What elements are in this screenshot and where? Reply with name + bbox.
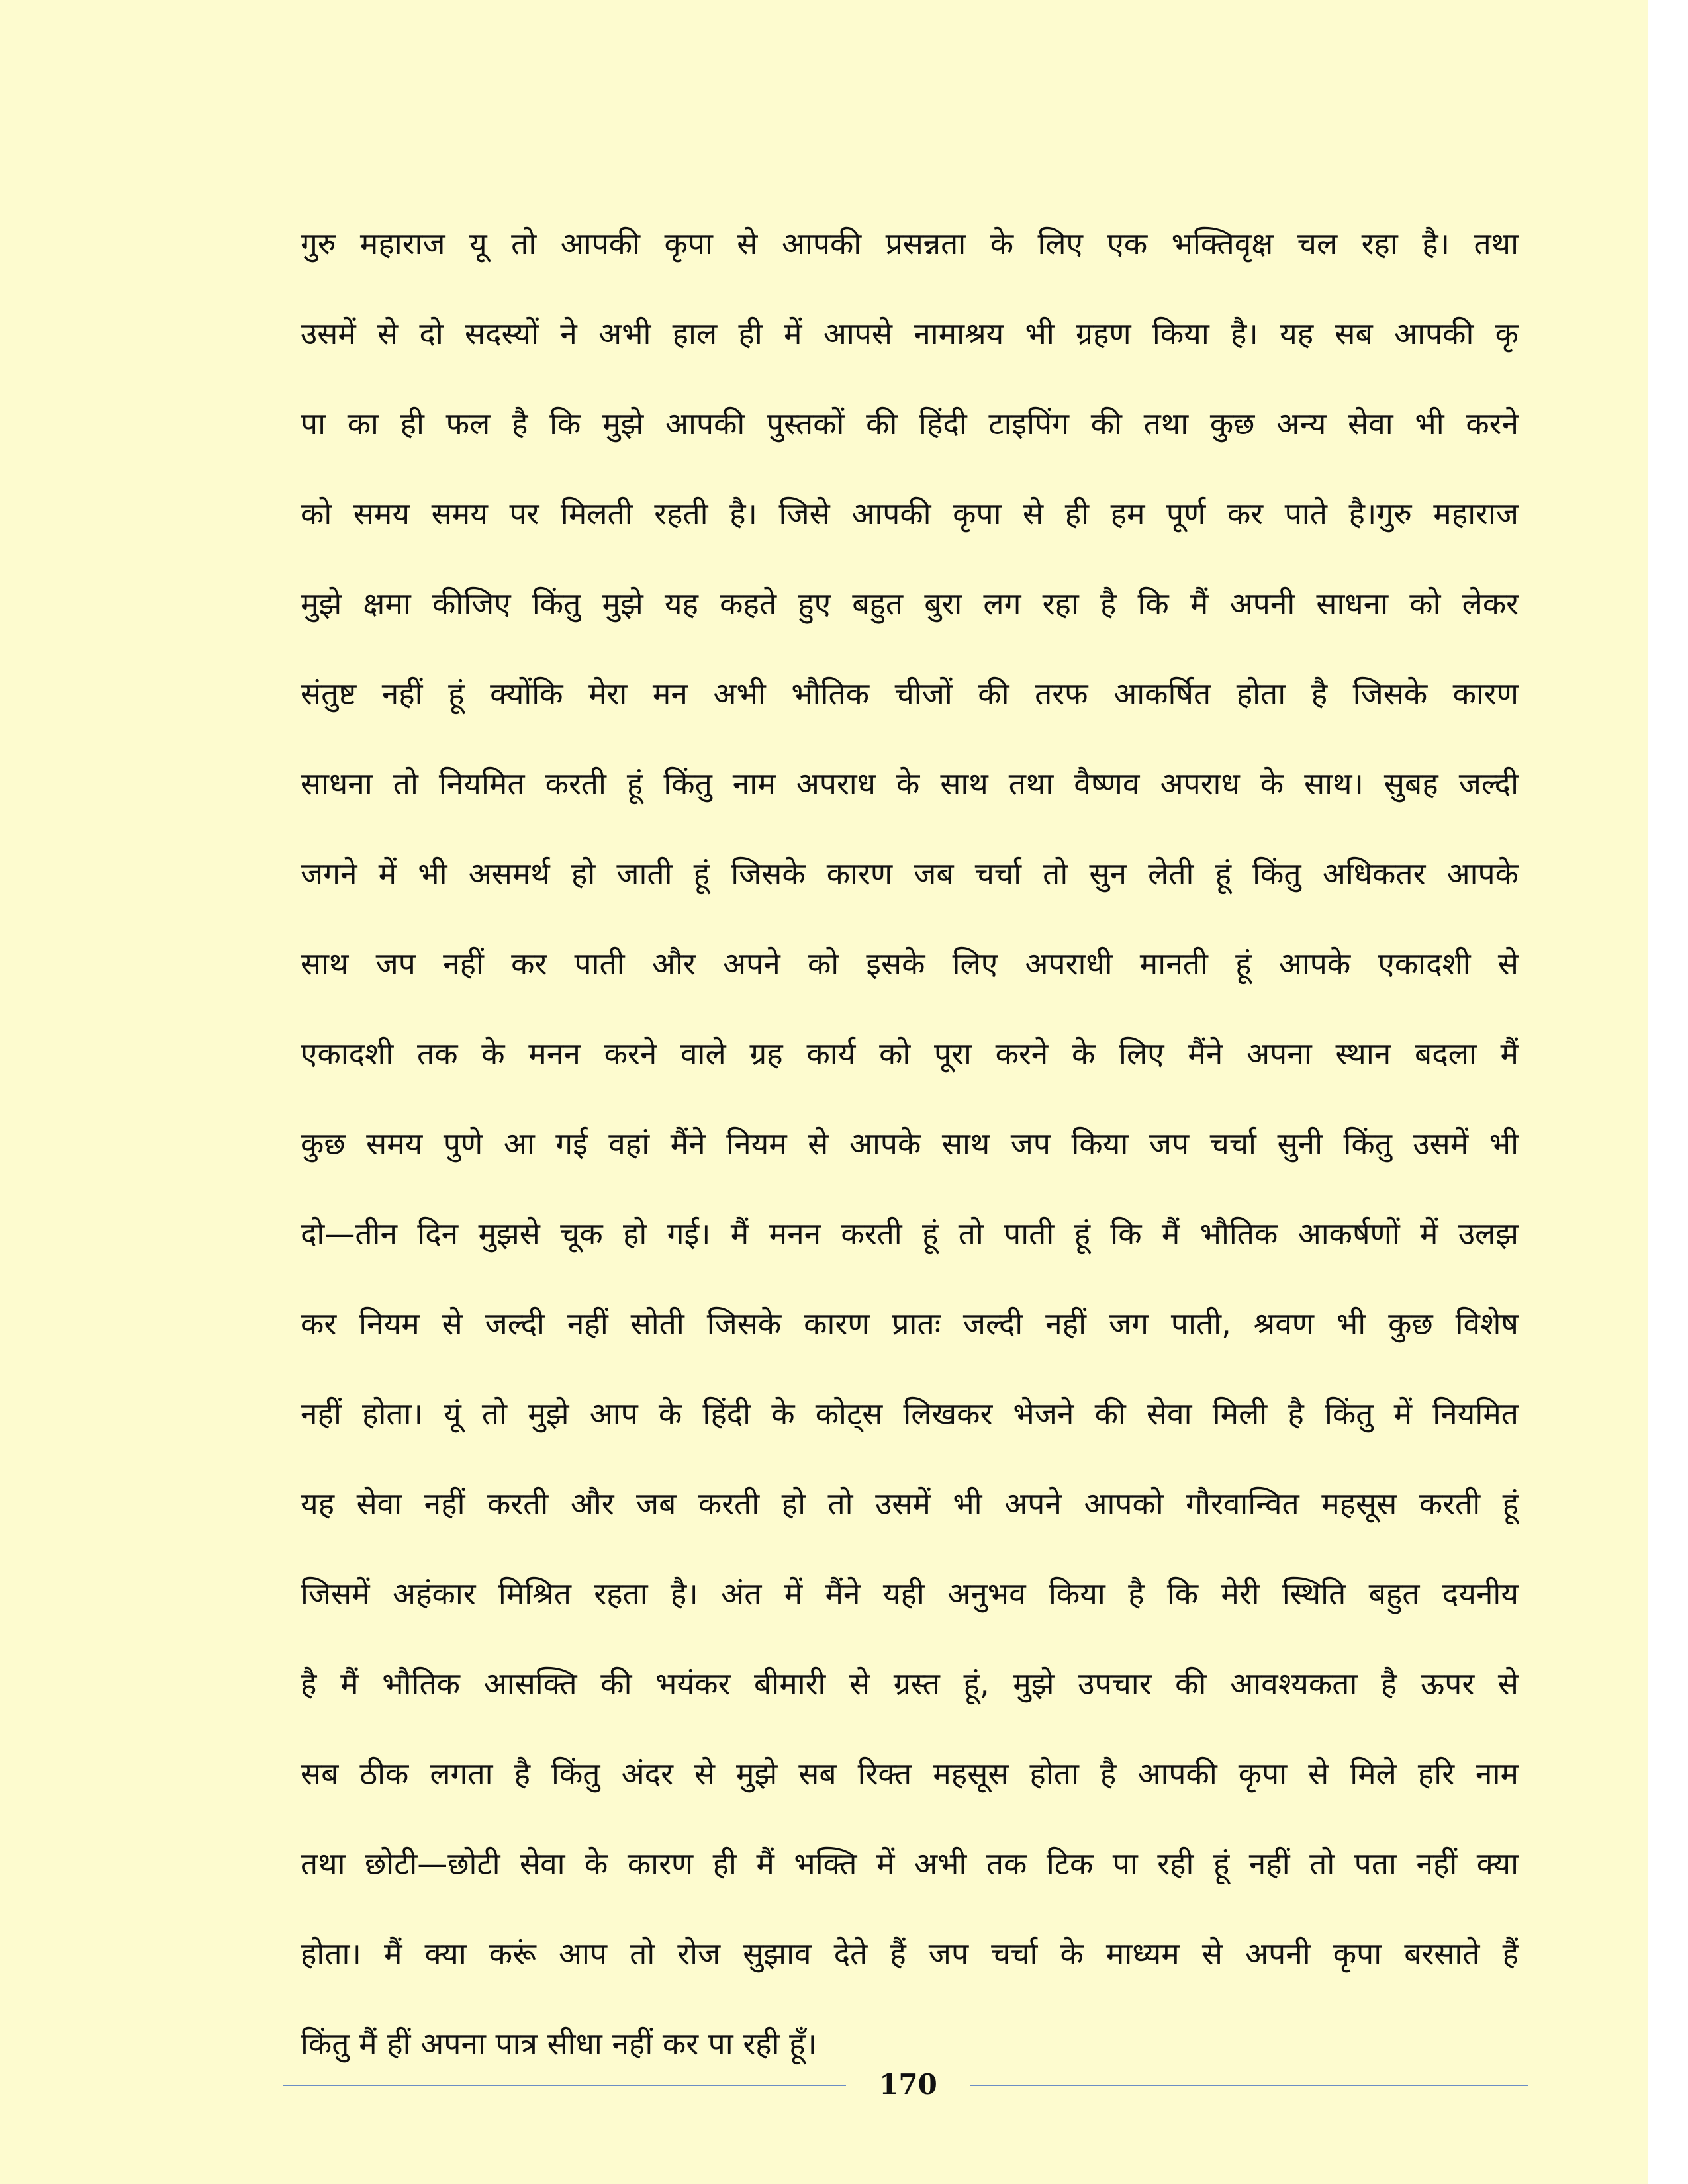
text-line: सब ठीक लगता है किंतु अंदर से मुझे सब रिक्त महसूस होता है आपकी कृपा से मिले हरि नाम <box>301 1756 1519 1792</box>
text-line: जगने में भी असमर्थ हो जाती हूं जिसके कारण जब चर्चा तो सुन लेती हूं किंतु अधिकतर आपके <box>301 856 1519 891</box>
page-number: 170 <box>879 2068 937 2101</box>
footer-rule-right <box>970 2085 1528 2086</box>
text-line: मुझे क्षमा कीजिए किंतु मुझे यह कहते हुए बहुत बुरा लग रहा है कि मैं अपनी साधना को लेकर <box>301 586 1519 621</box>
footer-rule-left <box>283 2085 846 2086</box>
text-line: साधना तो नियमित करती हूं किंतु नाम अपराध के साथ तथा वैष्णव अपराध के साथ। सुबह जल्दी <box>301 766 1519 801</box>
text-line: साथ जप नहीं कर पाती और अपने को इसके लिए अपराधी मानती हूं आपके एकादशी से <box>301 946 1519 981</box>
text-line: नहीं होता। यूं तो मुझे आप के हिंदी के कोट्स लिखकर भेजने की सेवा मिली है किंतु में नियमित <box>301 1396 1519 1432</box>
text-line: संतुष्ट नहीं हूं क्योंकि मेरा मन अभी भौतिक चीजों की तरफ आकर्षित होता है जिसके कारण <box>301 676 1519 711</box>
text-line: है मैं भौतिक आसक्ति की भयंकर बीमारी से ग्रस्त हूं, मुझे उपचार की आवश्यकता है ऊपर से <box>301 1666 1519 1702</box>
text-line: एकादशी तक के मनन करने वाले ग्रह कार्य को पूरा करने के लिए मैंने अपना स्थान बदला मैं <box>301 1036 1519 1071</box>
text-line: होता। मैं क्या करूं आप तो रोज सुझाव देते हैं जप चर्चा के माध्यम से अपनी कृपा बरसाते हैं <box>301 1936 1519 1972</box>
body-paragraph <box>301 199 1519 2089</box>
text-line: पा का ही फल है कि मुझे आपकी पुस्तकों की हिंदी टाइपिंग की तथा कुछ अन्य सेवा भी करने <box>301 406 1519 441</box>
page-footer <box>283 2065 1528 2105</box>
text-line-last: किंतु मैं हीं अपना पात्र सीधा नहीं कर पा रही हूँ। <box>301 2026 817 2062</box>
text-line: उसमें से दो सदस्यों ने अभी हाल ही में आपसे नामाश्रय भी ग्रहण किया है। यह सब आपकी कृ <box>301 316 1519 351</box>
text-line: दो—तीन दिन मुझसे चूक हो गई। मैं मनन करती हूं तो पाती हूं कि मैं भौतिक आकर्षणों में उलझ <box>301 1216 1519 1251</box>
text-line: जिसमें अहंकार मिश्रित रहता है। अंत में मैंने यही अनुभव किया है कि मेरी स्थिति बहुत दयनीय <box>301 1576 1519 1612</box>
text-line: गुरु महाराज यू तो आपकी कृपा से आपकी प्रसन्नता के लिए एक भक्तिवृक्ष चल रहा है। तथा <box>301 226 1519 261</box>
text-line: को समय समय पर मिलती रहती है। जिसे आपकी कृपा से ही हम पूर्ण कर पाते है।गुरु महाराज <box>301 496 1519 531</box>
text-line: यह सेवा नहीं करती और जब करती हो तो उसमें भी अपने आपको गौरवान्वित महसूस करती हूं <box>301 1486 1519 1522</box>
text-line: तथा छोटी—छोटी सेवा के कारण ही मैं भक्ति में अभी तक टिक पा रही हूं नहीं तो पता नहीं क्या <box>301 1846 1519 1882</box>
text-line: कर नियम से जल्दी नहीं सोती जिसके कारण प्रातः जल्दी नहीं जग पाती, श्रवण भी कुछ विशेष <box>301 1306 1519 1342</box>
text-line: कुछ समय पुणे आ गई वहां मैंने नियम से आपके साथ जप किया जप चर्चा सुनी किंतु उसमें भी <box>301 1126 1519 1161</box>
